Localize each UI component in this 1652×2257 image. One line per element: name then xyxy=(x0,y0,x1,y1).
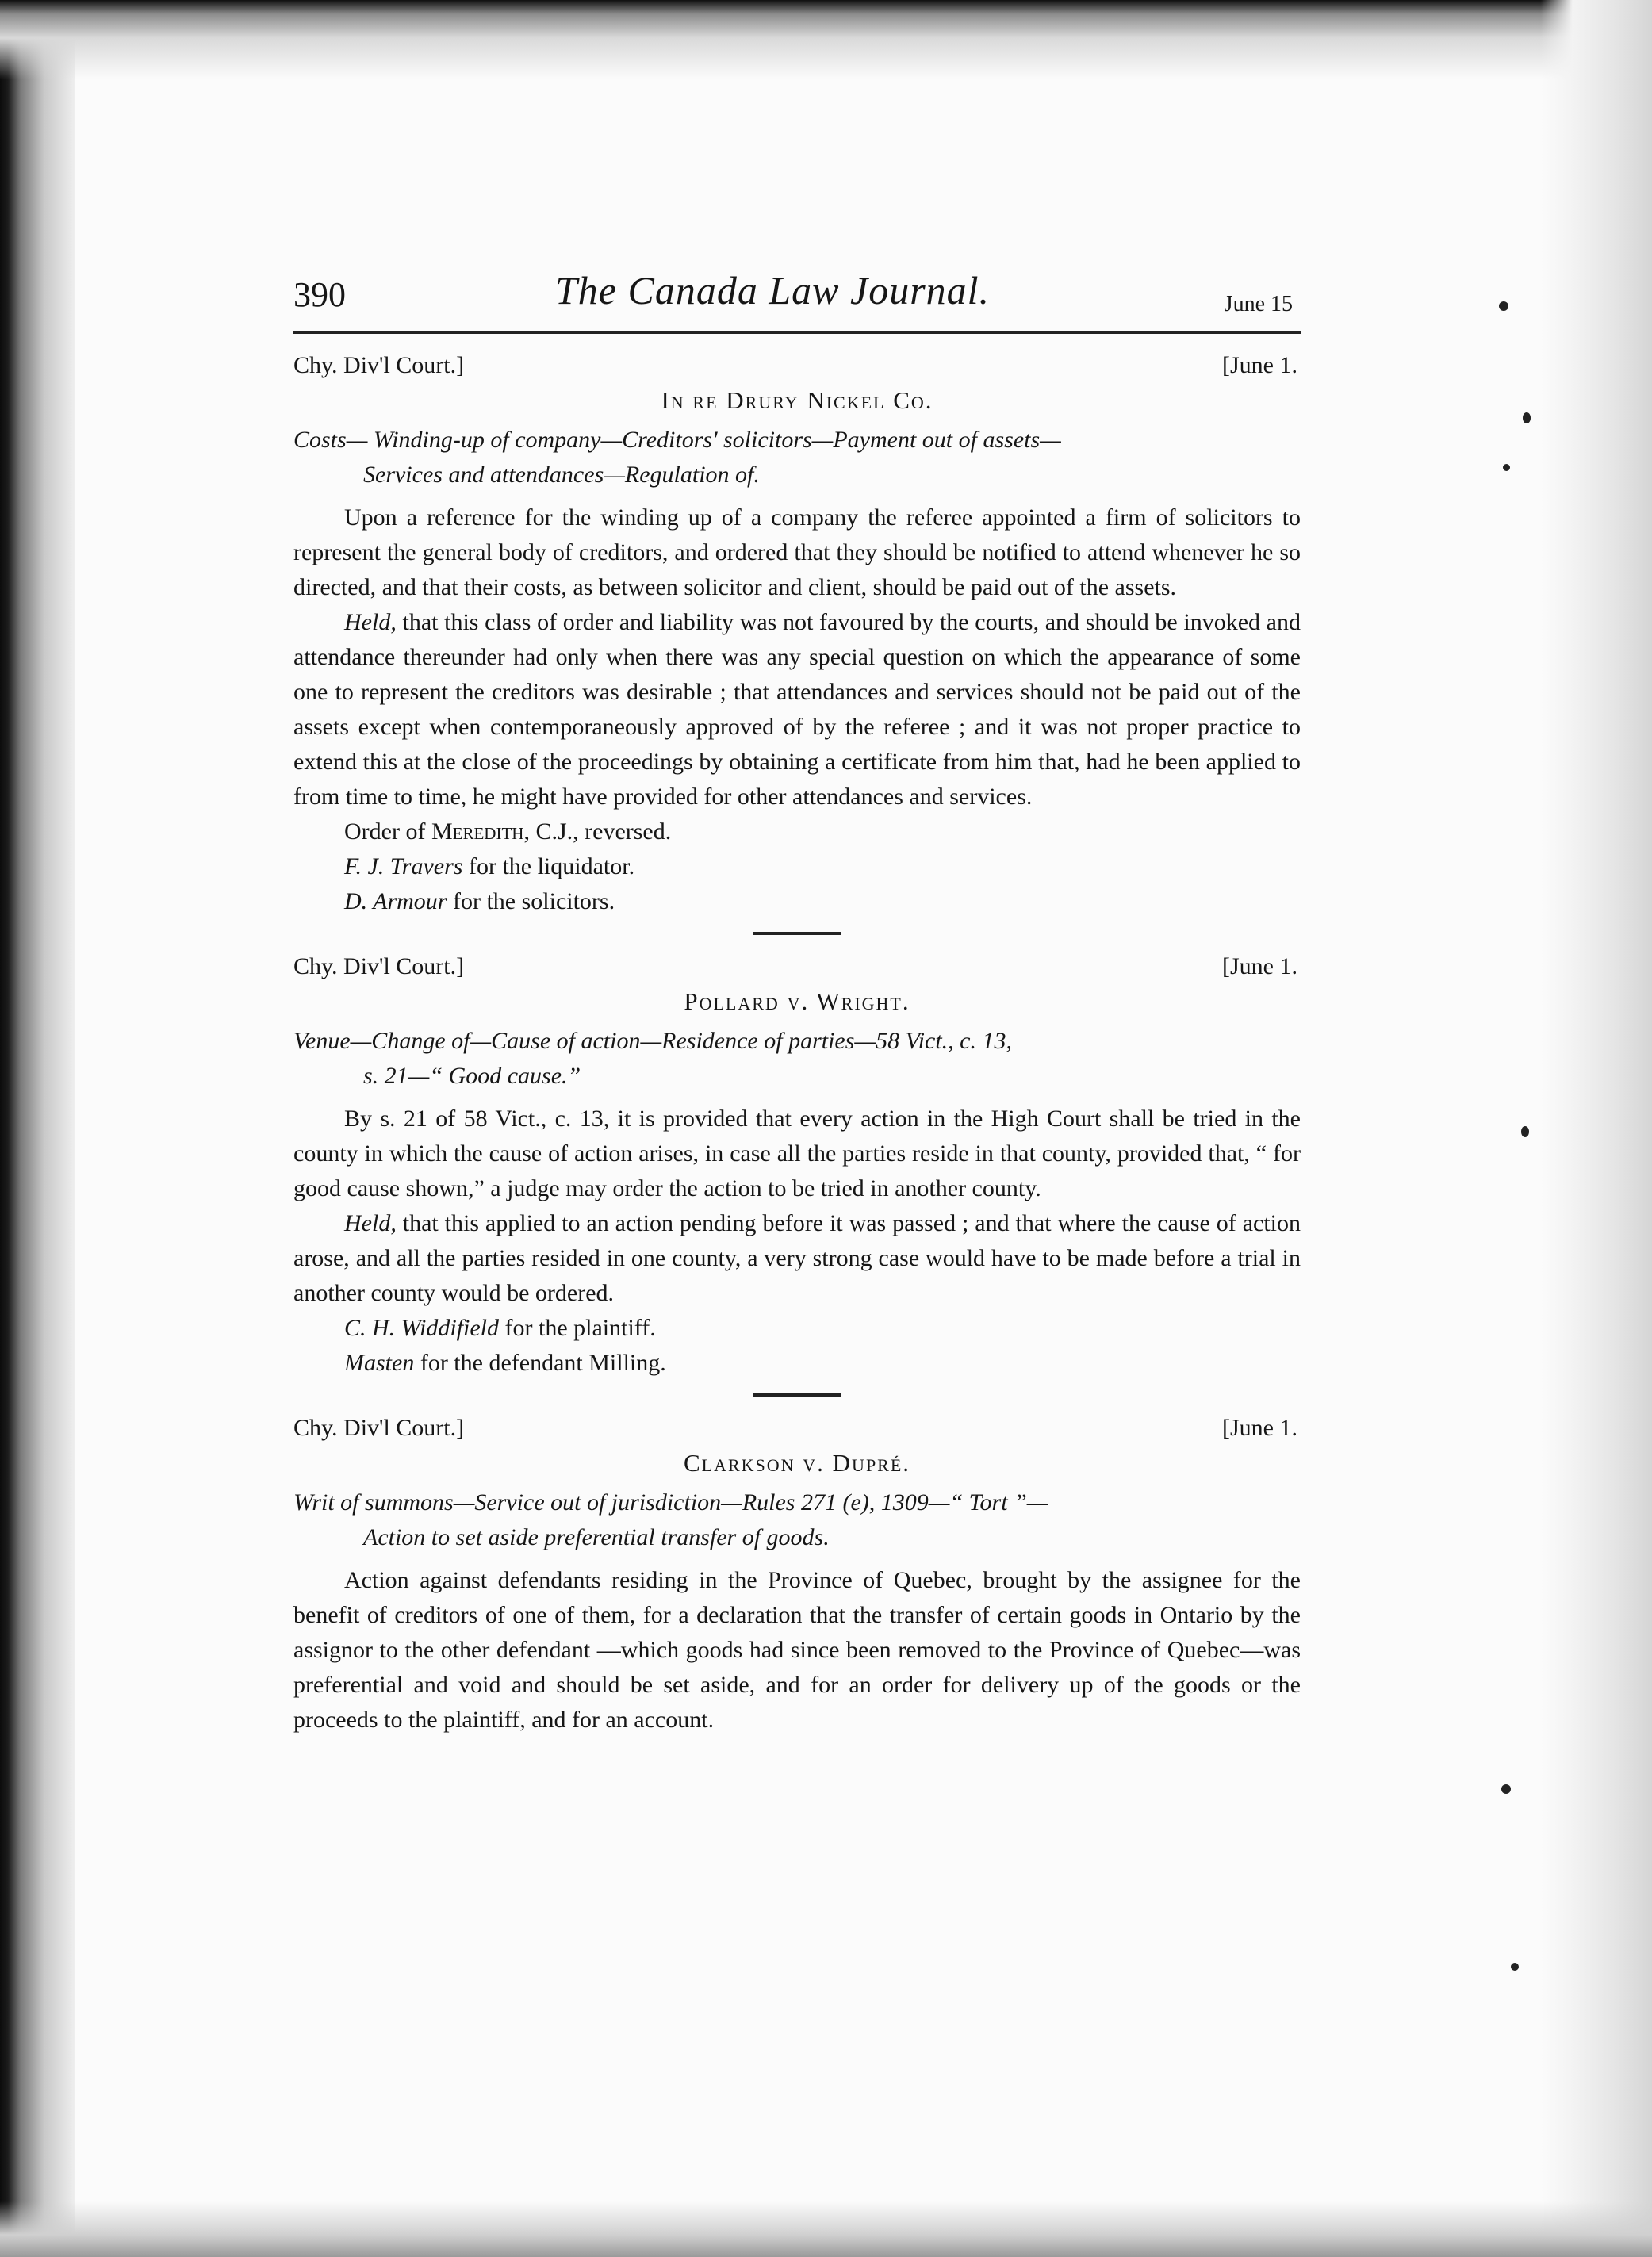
journal-title: The Canada Law Journal. xyxy=(555,268,991,312)
judge-name: Meredith xyxy=(431,818,524,845)
page-header xyxy=(293,270,1301,334)
held-text: that this applied to an action pending before it was passed ; and that where the cause of action arose, and all the parties resided in one county, a very strong case would have to be made before a trial in another county would be ordered. xyxy=(293,1210,1301,1306)
counsel-line xyxy=(293,849,1301,884)
case-date: [June 1. xyxy=(1222,953,1297,979)
held-label: Held, xyxy=(344,1210,397,1236)
case-date: [June 1. xyxy=(1222,1415,1297,1441)
case-court-row xyxy=(293,343,1301,383)
header-date: June 15 xyxy=(1224,292,1293,316)
case-title: In re Drury Nickel Co. xyxy=(661,386,933,414)
counsel-role: for the plaintiff. xyxy=(499,1315,656,1341)
case-order xyxy=(293,814,1301,849)
case-paragraph: By s. 21 of 58 Vict., c. 13, it is provided that every action in the High Court shall be tried in the county in which the cause of action arises, in case all the parties reside in that county, provided that, “ for good cause shown,” a judge may order the action to be tried in another county. xyxy=(293,1106,1301,1201)
counsel-name: C. H. Widdifield xyxy=(344,1315,499,1341)
binding-mark xyxy=(1521,1126,1529,1137)
counsel-role: for the liquidator. xyxy=(462,853,635,879)
case-title: Clarkson v. Dupré. xyxy=(683,1449,911,1477)
case-pollard-wright xyxy=(293,945,1301,1381)
court-name: Chy. Div'l Court.] xyxy=(293,352,465,378)
binding-mark xyxy=(1501,1784,1511,1794)
case-headnote xyxy=(293,423,1301,492)
counsel-line xyxy=(293,1311,1301,1346)
order-text: , C.J., reversed. xyxy=(523,818,672,845)
case-holding xyxy=(293,605,1301,814)
case-separator xyxy=(753,932,841,935)
scan-shadow-top xyxy=(0,0,1652,79)
case-paragraph: Action against defendants residing in the Province of Quebec, brought by the assignee for the benefit of creditors of one of them, for a declaration that the transfer of certain goods in Ontario by the assignor to the other defendant —which goods had since been removed to the Province of Quebec—was preferential and void and should be set aside, and for an order for delivery up of the goods or the proceeds to the plaintiff, and for an account. xyxy=(293,1567,1301,1733)
binding-mark xyxy=(1503,464,1510,471)
scan-shadow-left xyxy=(0,0,75,2257)
case-drury-nickel xyxy=(293,343,1301,919)
counsel-role: for the defendant Milling. xyxy=(414,1350,666,1376)
headnote-line: Venue—Change of—Cause of action—Residence of parties—58 Vict., c. 13, xyxy=(293,1028,1012,1054)
held-label: Held, xyxy=(344,609,397,635)
case-headnote xyxy=(293,1024,1301,1094)
headnote-line: Writ of summons—Service out of jurisdiction—Rules 271 (e), 1309—“ Tort ”— xyxy=(293,1489,1048,1516)
page-number: 390 xyxy=(293,275,346,314)
case-court-row xyxy=(293,945,1301,984)
case-headnote xyxy=(293,1485,1301,1555)
scan-shadow-right xyxy=(1541,0,1652,2257)
case-separator xyxy=(753,1393,841,1397)
case-title: Pollard v. Wright. xyxy=(684,987,910,1015)
journal-page xyxy=(293,270,1301,1738)
case-paragraph: Upon a reference for the winding up of a company the referee appointed a firm of solicitors to represent the general body of creditors, and ordered that they should be notified to attend whenever he so directed, and that their costs, as between solicitor and client, should be paid out of the assets. xyxy=(293,504,1301,600)
binding-mark xyxy=(1499,301,1508,311)
order-text: Order of xyxy=(344,818,431,845)
counsel-name: F. J. Travers xyxy=(344,853,463,879)
counsel-role: for the solicitors. xyxy=(447,888,615,914)
counsel-name: D. Armour xyxy=(344,888,447,914)
counsel-name: Masten xyxy=(344,1350,415,1376)
headnote-line: s. 21—“ Good cause.” xyxy=(363,1063,581,1089)
binding-mark xyxy=(1511,1963,1519,1971)
case-date: [June 1. xyxy=(1222,352,1297,378)
headnote-line: Costs— Winding-up of company—Creditors' solicitors—Payment out of assets— xyxy=(293,427,1061,453)
headnote-line: Action to set aside preferential transfer of goods. xyxy=(363,1524,830,1550)
binding-mark xyxy=(1523,412,1531,423)
scan-shadow-bottom xyxy=(0,2201,1652,2257)
headnote-line: Services and attendances—Regulation of. xyxy=(363,462,760,488)
case-clarkson-dupre xyxy=(293,1406,1301,1738)
counsel-line xyxy=(293,884,1301,919)
case-holding xyxy=(293,1206,1301,1311)
court-name: Chy. Div'l Court.] xyxy=(293,1415,465,1441)
counsel-line xyxy=(293,1346,1301,1381)
case-court-row xyxy=(293,1406,1301,1446)
held-text: that this class of order and liability was not favoured by the courts, and should be invoked and attendance thereunder had only when there was any special question on which the appearance of some one to represent the creditors was desirable ; that attendances and services should not be paid out of the assets except when contemporaneously approved of by the referee ; and it was not proper practice to extend this at the close of the proceedings by obtaining a certificate from him that, had he been applied to from time to time, he might have provided for other attendances and services. xyxy=(293,609,1301,810)
court-name: Chy. Div'l Court.] xyxy=(293,953,465,979)
